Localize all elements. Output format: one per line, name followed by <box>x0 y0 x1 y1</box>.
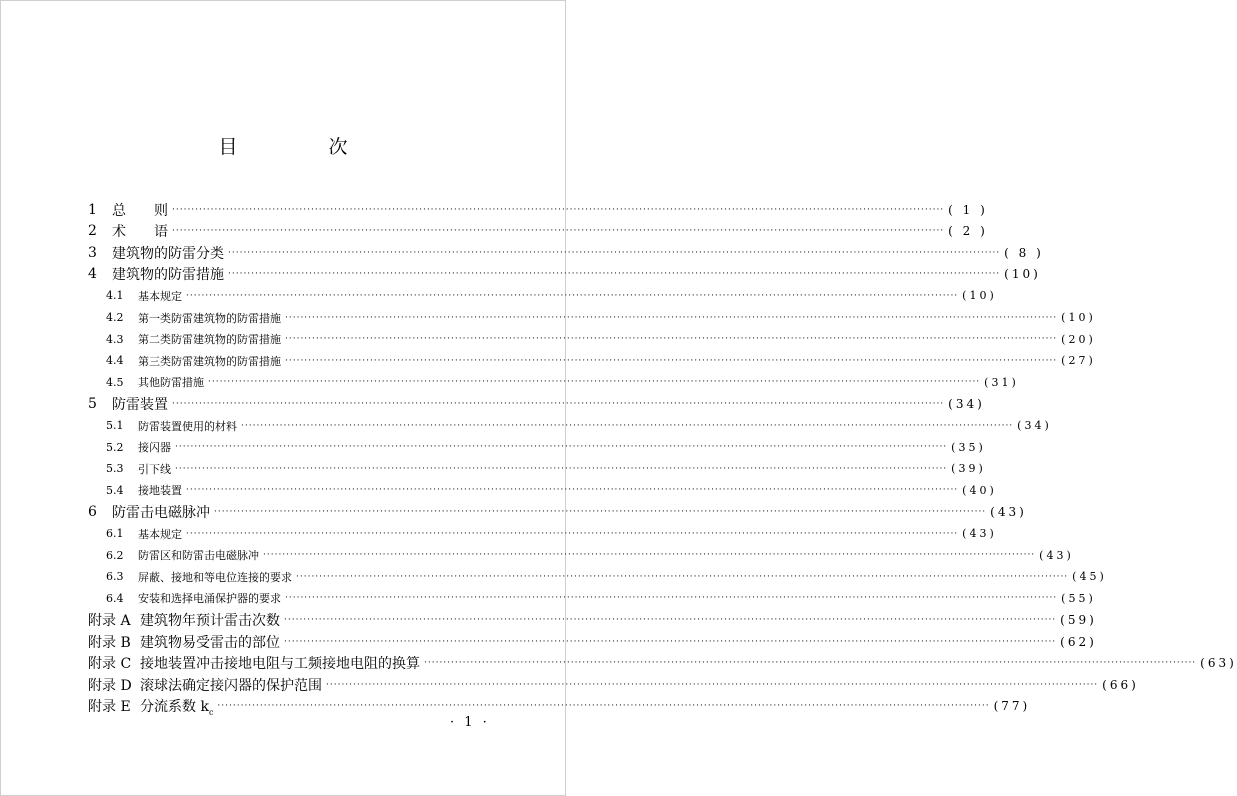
toc-entry-title: 接地装置 <box>138 484 182 498</box>
toc-entry-title: 建筑物的防雷措施 <box>112 267 224 284</box>
toc-entry-number: 附录 B <box>88 634 131 651</box>
toc-entry-page: (77) <box>993 699 1031 714</box>
toc-entry-number: 6 <box>88 503 97 520</box>
toc-entry[interactable] <box>106 307 1096 328</box>
toc-entry-title-subscript: c <box>208 707 214 717</box>
toc-entry-number: 6.3 <box>106 570 124 584</box>
toc-entry-title: 总 则 <box>112 202 168 219</box>
toc-entry-page: (10) <box>1061 311 1096 324</box>
toc-entry-page: (40) <box>962 483 997 497</box>
dot-leader: ········································································································································································································ <box>263 550 1036 561</box>
toc-entry[interactable] <box>88 653 1237 674</box>
toc-entry-page: (10) <box>962 289 997 303</box>
dot-leader: ········································································································································································································ <box>228 269 1001 280</box>
toc-entry-page: (10) <box>1004 267 1041 282</box>
toc-entry-page: (34) <box>948 396 985 411</box>
toc-entry-title: 滚球法确定接闪器的保护范围 <box>140 677 322 694</box>
toc-entry-page: (39) <box>951 462 986 476</box>
toc-entry-number: 附录 D <box>88 677 132 694</box>
toc-entry[interactable] <box>88 674 1139 695</box>
toc-entry-title: 建筑物易受雷击的部位 <box>140 634 280 651</box>
dot-leader: ········································································································································································································ <box>424 658 1197 669</box>
toc-entry-number: 5.4 <box>106 483 124 497</box>
toc-entry-title: 防雷击电磁脉冲 <box>112 504 210 521</box>
toc-entry-number: 附录 A <box>88 612 131 629</box>
toc-entry-number: 5 <box>88 395 97 412</box>
toc-entry-page: (62) <box>1060 634 1097 649</box>
toc-entry[interactable] <box>88 199 988 220</box>
toc-entry-page: (20) <box>1061 332 1096 346</box>
toc-entry[interactable] <box>106 480 997 501</box>
dot-leader: ········································································································································································································ <box>284 636 1057 647</box>
toc-entry-title: 建筑物年预计雷击次数 <box>140 612 280 629</box>
toc-entry[interactable] <box>106 329 1096 350</box>
toc-entry-title: 第三类防雷建筑物的防雷措施 <box>138 354 281 368</box>
toc-entry[interactable] <box>106 350 1096 371</box>
toc-entry-page: (31) <box>984 375 1019 389</box>
toc-entry-title: 防雷装置使用的材料 <box>138 419 237 433</box>
dot-leader: ········································································································································································································ <box>214 506 987 517</box>
toc-entry-number: 4.4 <box>106 354 124 368</box>
toc-entry-title: 引下线 <box>138 462 171 476</box>
toc-entry-number: 附录 C <box>88 656 132 673</box>
toc-entry-title: 基本规定 <box>138 289 182 303</box>
dot-leader: ········································································································································································································ <box>285 355 1058 366</box>
toc-entry-page: (43) <box>962 527 997 540</box>
toc-entry-title: 接地装置冲击接地电阻与工频接地电阻的换算 <box>140 656 420 673</box>
toc-entry[interactable] <box>106 458 986 479</box>
toc-entry[interactable] <box>106 523 997 544</box>
toc-entry-page: (34) <box>1017 419 1052 432</box>
toc-entry-page: ( 1 ) <box>948 202 988 217</box>
toc-entry-number: 5.3 <box>106 462 124 476</box>
toc-entry-number: 6.1 <box>106 527 124 540</box>
toc-entry-page: (27) <box>1061 354 1096 368</box>
toc-entry-title: 第一类防雷建筑物的防雷措施 <box>138 311 281 325</box>
toc-entry[interactable] <box>88 696 1031 717</box>
toc-entry[interactable] <box>106 545 1074 566</box>
toc-entry-number: 5.2 <box>106 440 124 454</box>
toc-entry-title: 防雷装置 <box>112 396 168 413</box>
dot-leader: ········································································································································································································ <box>285 593 1058 604</box>
toc-entry-page: (43) <box>990 504 1027 519</box>
dot-leader: ········································································································································································································ <box>175 463 948 474</box>
toc-entry[interactable] <box>106 372 1019 393</box>
toc-entry[interactable] <box>106 566 1107 587</box>
toc-entry-page: (66) <box>1102 677 1139 692</box>
dot-leader: ········································································································································································································ <box>285 334 1058 345</box>
toc-entry[interactable] <box>88 393 985 414</box>
toc-entry[interactable] <box>88 221 988 242</box>
toc-entry-page: ( 2 ) <box>948 224 988 239</box>
toc-entry[interactable] <box>88 242 1044 263</box>
dot-leader: ········································································································································································································ <box>186 528 959 539</box>
toc-entry-title: 其他防雷措施 <box>138 376 204 390</box>
toc-entry-number: 附录 E <box>88 699 131 716</box>
toc-entry-page: (43) <box>1039 548 1074 562</box>
dot-leader: ········································································································································································································ <box>186 485 959 496</box>
toc-entry-title: 屏蔽、接地和等电位连接的要求 <box>138 570 292 584</box>
dot-leader: ········································································································································································································ <box>172 398 945 409</box>
toc-entry-number: 6.2 <box>106 548 124 562</box>
toc-entry-number: 5.1 <box>106 419 124 432</box>
dot-leader: ········································································································································································································ <box>172 226 945 237</box>
page-number: · 1 · <box>450 715 490 730</box>
toc-entry-title: 基本规定 <box>138 527 182 541</box>
toc-entry[interactable] <box>106 437 986 458</box>
toc-entry-number: 4.2 <box>106 311 124 324</box>
toc-entry-title: 安装和选择电涌保护器的要求 <box>138 592 281 606</box>
toc-entry-page: ( 8 ) <box>1004 245 1044 260</box>
dot-leader: ········································································································································································································ <box>241 420 1014 431</box>
toc-entry-title: 防雷区和防雷击电磁脉冲 <box>138 549 259 563</box>
dot-leader: ········································································································································································································ <box>326 679 1099 690</box>
toc-entry-number: 4.3 <box>106 332 124 346</box>
toc-entry-number: 3 <box>88 244 97 261</box>
toc-entry-title: 分流系数 $k_c$ <box>140 698 214 717</box>
toc-entry[interactable] <box>106 285 997 306</box>
toc-entry-page: (45) <box>1072 570 1107 584</box>
dot-leader: ········································································································································································································ <box>296 571 1069 582</box>
toc-entry[interactable] <box>88 264 1041 285</box>
toc-entry-page: (63) <box>1200 656 1237 671</box>
dot-leader: ········································································································································································································ <box>217 701 990 712</box>
toc-entry-title: 术 语 <box>112 224 168 241</box>
dot-leader: ········································································································································································································ <box>285 312 1058 323</box>
toc-entry-number: 4.1 <box>106 289 124 303</box>
dot-leader: ········································································································································································································ <box>284 614 1057 625</box>
dot-leader: ········································································································································································································ <box>228 247 1001 258</box>
toc-entry-number: 4 <box>88 266 97 283</box>
dot-leader: ········································································································································································································ <box>172 204 945 215</box>
toc-entry[interactable] <box>88 501 1027 522</box>
toc-entry-page: (59) <box>1060 612 1097 627</box>
toc-entry-number: 6.4 <box>106 591 124 605</box>
toc-entry[interactable] <box>88 631 1097 652</box>
toc-entry[interactable] <box>106 415 1052 436</box>
toc-entry-number: 4.5 <box>106 375 124 389</box>
toc-entry[interactable] <box>106 588 1096 609</box>
toc-entry-page: (55) <box>1061 591 1096 605</box>
toc-entry-title: 第二类防雷建筑物的防雷措施 <box>138 333 281 347</box>
page-title: 目 次 <box>218 136 384 158</box>
toc-entry[interactable] <box>88 609 1097 630</box>
dot-leader: ········································································································································································································ <box>208 377 981 388</box>
toc-entry-title: 建筑物的防雷分类 <box>112 245 224 262</box>
dot-leader: ········································································································································································································ <box>175 442 948 453</box>
toc-entry-number: 2 <box>88 223 97 240</box>
toc-entry-page: (35) <box>951 440 986 454</box>
toc-entry-number: 1 <box>88 201 97 218</box>
dot-leader: ········································································································································································································ <box>186 290 959 301</box>
toc-entry-title: 接闪器 <box>138 441 171 455</box>
